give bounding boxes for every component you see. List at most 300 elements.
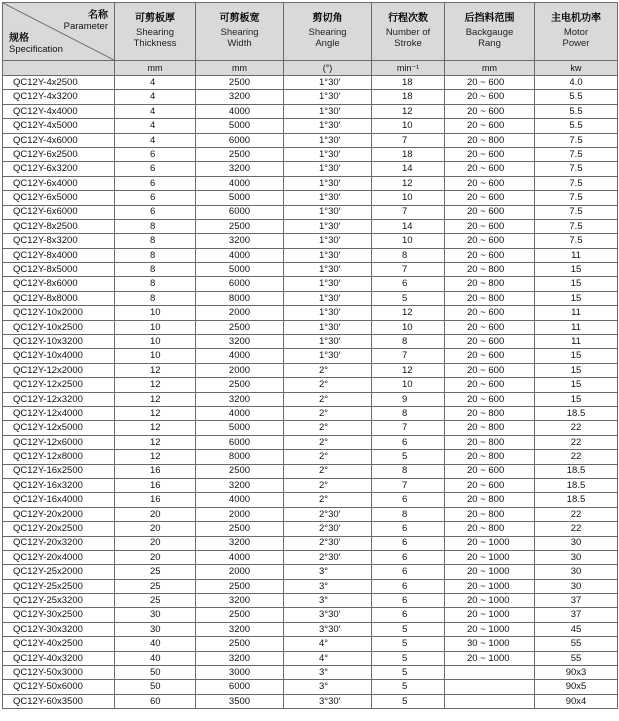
- model-cell: QC12Y-16x3200: [3, 478, 115, 492]
- value-cell: 3200: [196, 234, 284, 248]
- value-cell: 55: [535, 637, 618, 651]
- value-cell: 22: [535, 421, 618, 435]
- spec-en: Specification: [9, 44, 63, 55]
- value-cell: 20 ~ 600: [445, 363, 535, 377]
- value-cell: 18: [372, 76, 445, 90]
- value-cell: 20 ~ 800: [445, 435, 535, 449]
- table-row: [3, 320, 618, 334]
- value-cell: 7.5: [535, 191, 618, 205]
- model-cell: QC12Y-12x3200: [3, 392, 115, 406]
- value-cell: 10: [115, 306, 196, 320]
- header-cn-label: 行程次数: [388, 13, 428, 24]
- specification-table: [2, 2, 618, 709]
- value-cell: 3°30′: [284, 622, 372, 636]
- value-cell: 20 ~ 800: [445, 507, 535, 521]
- value-cell: 9: [372, 392, 445, 406]
- value-cell: 5: [372, 637, 445, 651]
- value-cell: 4: [115, 76, 196, 90]
- value-cell: 3°: [284, 565, 372, 579]
- value-cell: 20 ~ 1000: [445, 550, 535, 564]
- value-cell: 2500: [196, 147, 284, 161]
- value-cell: 20 ~ 600: [445, 176, 535, 190]
- corner-header-cell: [3, 3, 115, 61]
- table-row: [3, 594, 618, 608]
- header-en-label: Angle: [315, 38, 340, 49]
- value-cell: 8: [372, 335, 445, 349]
- value-cell: 4000: [196, 176, 284, 190]
- value-cell: 5000: [196, 191, 284, 205]
- value-cell: 6: [115, 205, 196, 219]
- spec-table-container: [2, 2, 617, 709]
- parameter-en: Parameter: [63, 21, 108, 32]
- value-cell: 25: [115, 579, 196, 593]
- model-cell: QC12Y-12x6000: [3, 435, 115, 449]
- value-cell: 5: [372, 622, 445, 636]
- value-cell: 20 ~ 600: [445, 464, 535, 478]
- value-cell: 3500: [196, 694, 284, 708]
- value-cell: 50: [115, 666, 196, 680]
- table-row: [3, 565, 618, 579]
- value-cell: 1°30′: [284, 306, 372, 320]
- value-cell: 4.0: [535, 76, 618, 90]
- value-cell: 3200: [196, 162, 284, 176]
- value-cell: 6: [372, 579, 445, 593]
- spec-cn: 规格: [9, 33, 29, 44]
- table-row: [3, 651, 618, 665]
- model-cell: QC12Y-6x6000: [3, 205, 115, 219]
- header-en-label: Shearing: [135, 27, 175, 38]
- value-cell: 15: [535, 378, 618, 392]
- value-cell: 7: [372, 263, 445, 277]
- table-row: [3, 147, 618, 161]
- value-cell: 6: [372, 550, 445, 564]
- model-cell: QC12Y-12x8000: [3, 450, 115, 464]
- header-en-label: Backgauge: [465, 27, 514, 38]
- value-cell: 20 ~ 800: [445, 493, 535, 507]
- value-cell: 7: [372, 133, 445, 147]
- table-row: [3, 248, 618, 262]
- value-cell: 6: [115, 162, 196, 176]
- value-cell: 6000: [196, 680, 284, 694]
- value-cell: 30: [115, 622, 196, 636]
- value-cell: 3°30′: [284, 694, 372, 708]
- value-cell: 20 ~ 600: [445, 104, 535, 118]
- value-cell: 12: [372, 306, 445, 320]
- value-cell: 5.5: [535, 90, 618, 104]
- value-cell: 4000: [196, 550, 284, 564]
- value-cell: 11: [535, 306, 618, 320]
- value-cell: 4°: [284, 651, 372, 665]
- value-cell: 8: [115, 234, 196, 248]
- value-cell: 12: [372, 176, 445, 190]
- value-cell: 20 ~ 800: [445, 133, 535, 147]
- table-row: [3, 133, 618, 147]
- value-cell: 11: [535, 320, 618, 334]
- value-cell: 2500: [196, 464, 284, 478]
- model-cell: QC12Y-4x5000: [3, 119, 115, 133]
- value-cell: 18.5: [535, 406, 618, 420]
- value-cell: 6: [372, 522, 445, 536]
- table-row: [3, 335, 618, 349]
- header-shearing-angle: [284, 3, 372, 61]
- model-cell: QC12Y-8x4000: [3, 248, 115, 262]
- value-cell: 2°: [284, 493, 372, 507]
- value-cell: 2500: [196, 320, 284, 334]
- value-cell: 2°: [284, 435, 372, 449]
- value-cell: 10: [115, 320, 196, 334]
- value-cell: 5000: [196, 263, 284, 277]
- value-cell: 20 ~ 1000: [445, 536, 535, 550]
- unit-cell: (°): [284, 61, 372, 76]
- value-cell: 1°30′: [284, 335, 372, 349]
- value-cell: 20 ~ 800: [445, 450, 535, 464]
- value-cell: 7.5: [535, 205, 618, 219]
- value-cell: 18: [372, 90, 445, 104]
- value-cell: 3200: [196, 392, 284, 406]
- value-cell: 1°30′: [284, 320, 372, 334]
- value-cell: 1°30′: [284, 76, 372, 90]
- table-body: [3, 76, 618, 709]
- value-cell: 50: [115, 680, 196, 694]
- value-cell: 2000: [196, 363, 284, 377]
- model-cell: QC12Y-8x2500: [3, 219, 115, 233]
- value-cell: 1°30′: [284, 191, 372, 205]
- value-cell: 20 ~ 600: [445, 320, 535, 334]
- value-cell: 8000: [196, 450, 284, 464]
- table-row: [3, 291, 618, 305]
- value-cell: 1°30′: [284, 147, 372, 161]
- value-cell: 6: [372, 536, 445, 550]
- value-cell: 30 ~ 1000: [445, 637, 535, 651]
- value-cell: 3200: [196, 536, 284, 550]
- value-cell: 20 ~ 600: [445, 162, 535, 176]
- value-cell: 2°30′: [284, 507, 372, 521]
- value-cell: 20 ~ 600: [445, 119, 535, 133]
- value-cell: 2500: [196, 608, 284, 622]
- model-cell: QC12Y-16x2500: [3, 464, 115, 478]
- value-cell: 2500: [196, 76, 284, 90]
- value-cell: 2500: [196, 579, 284, 593]
- table-row: [3, 450, 618, 464]
- value-cell: 37: [535, 608, 618, 622]
- value-cell: 20: [115, 536, 196, 550]
- value-cell: 1°30′: [284, 205, 372, 219]
- value-cell: 7.5: [535, 219, 618, 233]
- value-cell: 7: [372, 421, 445, 435]
- value-cell: 3200: [196, 651, 284, 665]
- model-cell: QC12Y-6x5000: [3, 191, 115, 205]
- model-cell: QC12Y-30x3200: [3, 622, 115, 636]
- value-cell: 5: [372, 680, 445, 694]
- parameter-cn: 名称: [88, 10, 108, 21]
- value-cell: 20 ~ 600: [445, 90, 535, 104]
- header-en-label: Stroke: [394, 38, 422, 49]
- value-cell: 2500: [196, 378, 284, 392]
- model-cell: QC12Y-12x4000: [3, 406, 115, 420]
- value-cell: 10: [372, 378, 445, 392]
- value-cell: 16: [115, 493, 196, 507]
- value-cell: 12: [115, 378, 196, 392]
- header-cn-label: 主电机功率: [551, 13, 601, 24]
- header-cn-label: 可剪板宽: [219, 13, 260, 24]
- table-row: [3, 176, 618, 190]
- value-cell: 20 ~ 1000: [445, 579, 535, 593]
- value-cell: 7.5: [535, 162, 618, 176]
- table-row: [3, 392, 618, 406]
- value-cell: 3000: [196, 666, 284, 680]
- value-cell: 3200: [196, 594, 284, 608]
- value-cell: 20: [115, 550, 196, 564]
- value-cell: 55: [535, 651, 618, 665]
- table-row: [3, 666, 618, 680]
- value-cell: 18.5: [535, 478, 618, 492]
- value-cell: 90x3: [535, 666, 618, 680]
- header-cn-label: 可剪板厚: [135, 13, 175, 24]
- header-cn-label: 剪切角: [312, 13, 343, 24]
- table-row: [3, 579, 618, 593]
- unit-cell: mm: [115, 61, 196, 76]
- header-shearing-width: [196, 3, 284, 61]
- corner-spec-label: [9, 33, 63, 55]
- value-cell: 12: [115, 392, 196, 406]
- value-cell: 2°: [284, 464, 372, 478]
- value-cell: 15: [535, 277, 618, 291]
- value-cell: 8000: [196, 291, 284, 305]
- value-cell: 18.5: [535, 493, 618, 507]
- value-cell: 2°30′: [284, 550, 372, 564]
- value-cell: 22: [535, 522, 618, 536]
- value-cell: 3200: [196, 90, 284, 104]
- value-cell: 1°30′: [284, 248, 372, 262]
- model-cell: QC12Y-12x5000: [3, 421, 115, 435]
- value-cell: 30: [535, 565, 618, 579]
- value-cell: 90x4: [535, 694, 618, 708]
- model-cell: QC12Y-10x2000: [3, 306, 115, 320]
- model-cell: QC12Y-8x8000: [3, 291, 115, 305]
- value-cell: 11: [535, 248, 618, 262]
- value-cell: 11: [535, 335, 618, 349]
- table-row: [3, 76, 618, 90]
- model-cell: QC12Y-8x6000: [3, 277, 115, 291]
- table-row: [3, 205, 618, 219]
- value-cell: 3°: [284, 680, 372, 694]
- value-cell: 4°: [284, 637, 372, 651]
- model-cell: QC12Y-12x2500: [3, 378, 115, 392]
- value-cell: 5: [372, 450, 445, 464]
- table-row: [3, 363, 618, 377]
- value-cell: 3200: [196, 335, 284, 349]
- value-cell: 2°: [284, 378, 372, 392]
- value-cell: 8: [115, 219, 196, 233]
- value-cell: 3°: [284, 579, 372, 593]
- value-cell: 12: [115, 450, 196, 464]
- value-cell: 20 ~ 600: [445, 248, 535, 262]
- value-cell: 15: [535, 263, 618, 277]
- model-cell: QC12Y-4x3200: [3, 90, 115, 104]
- unit-cell: mm: [445, 61, 535, 76]
- value-cell: 4: [115, 90, 196, 104]
- header-en-label: Number of: [385, 27, 431, 38]
- table-row: [3, 119, 618, 133]
- value-cell: 15: [535, 291, 618, 305]
- table-row: [3, 694, 618, 708]
- table-row: [3, 680, 618, 694]
- value-cell: 18.5: [535, 464, 618, 478]
- value-cell: 20 ~ 600: [445, 335, 535, 349]
- value-cell: 5.5: [535, 119, 618, 133]
- value-cell: 14: [372, 162, 445, 176]
- value-cell: 20 ~ 1000: [445, 565, 535, 579]
- value-cell: 5.5: [535, 104, 618, 118]
- header-en-label: Rang: [478, 38, 501, 49]
- value-cell: 6: [372, 435, 445, 449]
- value-cell: 30: [535, 579, 618, 593]
- value-cell: 20 ~ 600: [445, 478, 535, 492]
- value-cell: 6: [115, 147, 196, 161]
- model-cell: QC12Y-40x3200: [3, 651, 115, 665]
- value-cell: 6000: [196, 277, 284, 291]
- value-cell: 8: [372, 406, 445, 420]
- value-cell: 3200: [196, 478, 284, 492]
- value-cell: 20 ~ 1000: [445, 622, 535, 636]
- value-cell: 6: [372, 608, 445, 622]
- value-cell: 12: [115, 421, 196, 435]
- value-cell: 20 ~ 800: [445, 277, 535, 291]
- value-cell: 7: [372, 205, 445, 219]
- model-cell: QC12Y-4x2500: [3, 76, 115, 90]
- value-cell: 60: [115, 694, 196, 708]
- value-cell: 37: [535, 594, 618, 608]
- value-cell: 10: [372, 191, 445, 205]
- value-cell: 6: [115, 191, 196, 205]
- value-cell: 7.5: [535, 176, 618, 190]
- value-cell: 20 ~ 800: [445, 263, 535, 277]
- value-cell: 4000: [196, 493, 284, 507]
- model-cell: QC12Y-6x4000: [3, 176, 115, 190]
- model-cell: QC12Y-12x2000: [3, 363, 115, 377]
- value-cell: 5000: [196, 421, 284, 435]
- value-cell: 10: [115, 335, 196, 349]
- value-cell: 1°30′: [284, 263, 372, 277]
- value-cell: 10: [372, 119, 445, 133]
- value-cell: 5: [372, 651, 445, 665]
- value-cell: 6000: [196, 205, 284, 219]
- value-cell: 20 ~ 1000: [445, 651, 535, 665]
- value-cell: 1°30′: [284, 162, 372, 176]
- unit-cell: min⁻¹: [372, 61, 445, 76]
- table-row: [3, 536, 618, 550]
- value-cell: 20 ~ 600: [445, 349, 535, 363]
- value-cell: 2°: [284, 392, 372, 406]
- model-cell: QC12Y-8x3200: [3, 234, 115, 248]
- table-row: [3, 435, 618, 449]
- model-cell: QC12Y-20x3200: [3, 536, 115, 550]
- value-cell: 10: [372, 320, 445, 334]
- value-cell: 6: [372, 277, 445, 291]
- value-cell: 2°: [284, 478, 372, 492]
- value-cell: 8: [115, 277, 196, 291]
- model-cell: QC12Y-4x6000: [3, 133, 115, 147]
- value-cell: 20 ~ 800: [445, 291, 535, 305]
- value-cell: 4000: [196, 349, 284, 363]
- value-cell: 6000: [196, 435, 284, 449]
- value-cell: 30: [535, 550, 618, 564]
- units-row: [3, 61, 618, 76]
- value-cell: 20 ~ 600: [445, 76, 535, 90]
- table-row: [3, 234, 618, 248]
- value-cell: 5: [372, 666, 445, 680]
- value-cell: 90x5: [535, 680, 618, 694]
- value-cell: 2500: [196, 522, 284, 536]
- value-cell: 16: [115, 464, 196, 478]
- table-row: [3, 277, 618, 291]
- value-cell: 20 ~ 600: [445, 205, 535, 219]
- model-cell: QC12Y-20x2000: [3, 507, 115, 521]
- value-cell: 3°: [284, 594, 372, 608]
- model-cell: QC12Y-30x2500: [3, 608, 115, 622]
- value-cell: 20 ~ 800: [445, 406, 535, 420]
- model-cell: QC12Y-25x2000: [3, 565, 115, 579]
- value-cell: 22: [535, 450, 618, 464]
- table-row: [3, 608, 618, 622]
- value-cell: 7.5: [535, 147, 618, 161]
- model-cell: QC12Y-6x3200: [3, 162, 115, 176]
- model-cell: QC12Y-6x2500: [3, 147, 115, 161]
- table-row: [3, 622, 618, 636]
- model-cell: QC12Y-20x4000: [3, 550, 115, 564]
- value-cell: 2500: [196, 219, 284, 233]
- header-shearing-thickness: [115, 3, 196, 61]
- value-cell: 20: [115, 522, 196, 536]
- model-cell: QC12Y-50x6000: [3, 680, 115, 694]
- value-cell: [445, 680, 535, 694]
- value-cell: 15: [535, 392, 618, 406]
- header-en-label: Shearing: [220, 27, 259, 38]
- value-cell: 4: [115, 119, 196, 133]
- value-cell: 5000: [196, 119, 284, 133]
- value-cell: 8: [115, 263, 196, 277]
- value-cell: 20 ~ 600: [445, 378, 535, 392]
- header-cn-label: 后挡料范围: [464, 13, 515, 24]
- value-cell: 3200: [196, 622, 284, 636]
- table-row: [3, 306, 618, 320]
- table-row: [3, 191, 618, 205]
- table-row: [3, 507, 618, 521]
- table-row: [3, 637, 618, 651]
- value-cell: 2°: [284, 450, 372, 464]
- value-cell: 20 ~ 600: [445, 147, 535, 161]
- value-cell: 8: [372, 464, 445, 478]
- header-en-label: Power: [562, 38, 590, 49]
- value-cell: 20 ~ 600: [445, 234, 535, 248]
- table-row: [3, 104, 618, 118]
- value-cell: 25: [115, 594, 196, 608]
- value-cell: 20 ~ 800: [445, 421, 535, 435]
- header-row: [3, 3, 618, 61]
- model-cell: QC12Y-60x3500: [3, 694, 115, 708]
- model-cell: QC12Y-25x3200: [3, 594, 115, 608]
- value-cell: 1°30′: [284, 90, 372, 104]
- value-cell: 8: [115, 248, 196, 262]
- value-cell: 4000: [196, 406, 284, 420]
- table-row: [3, 162, 618, 176]
- value-cell: [445, 694, 535, 708]
- value-cell: 2000: [196, 565, 284, 579]
- value-cell: 15: [535, 349, 618, 363]
- value-cell: 20 ~ 600: [445, 219, 535, 233]
- header-number-of-stroke: [372, 3, 445, 61]
- corner-parameter-label: [64, 10, 108, 32]
